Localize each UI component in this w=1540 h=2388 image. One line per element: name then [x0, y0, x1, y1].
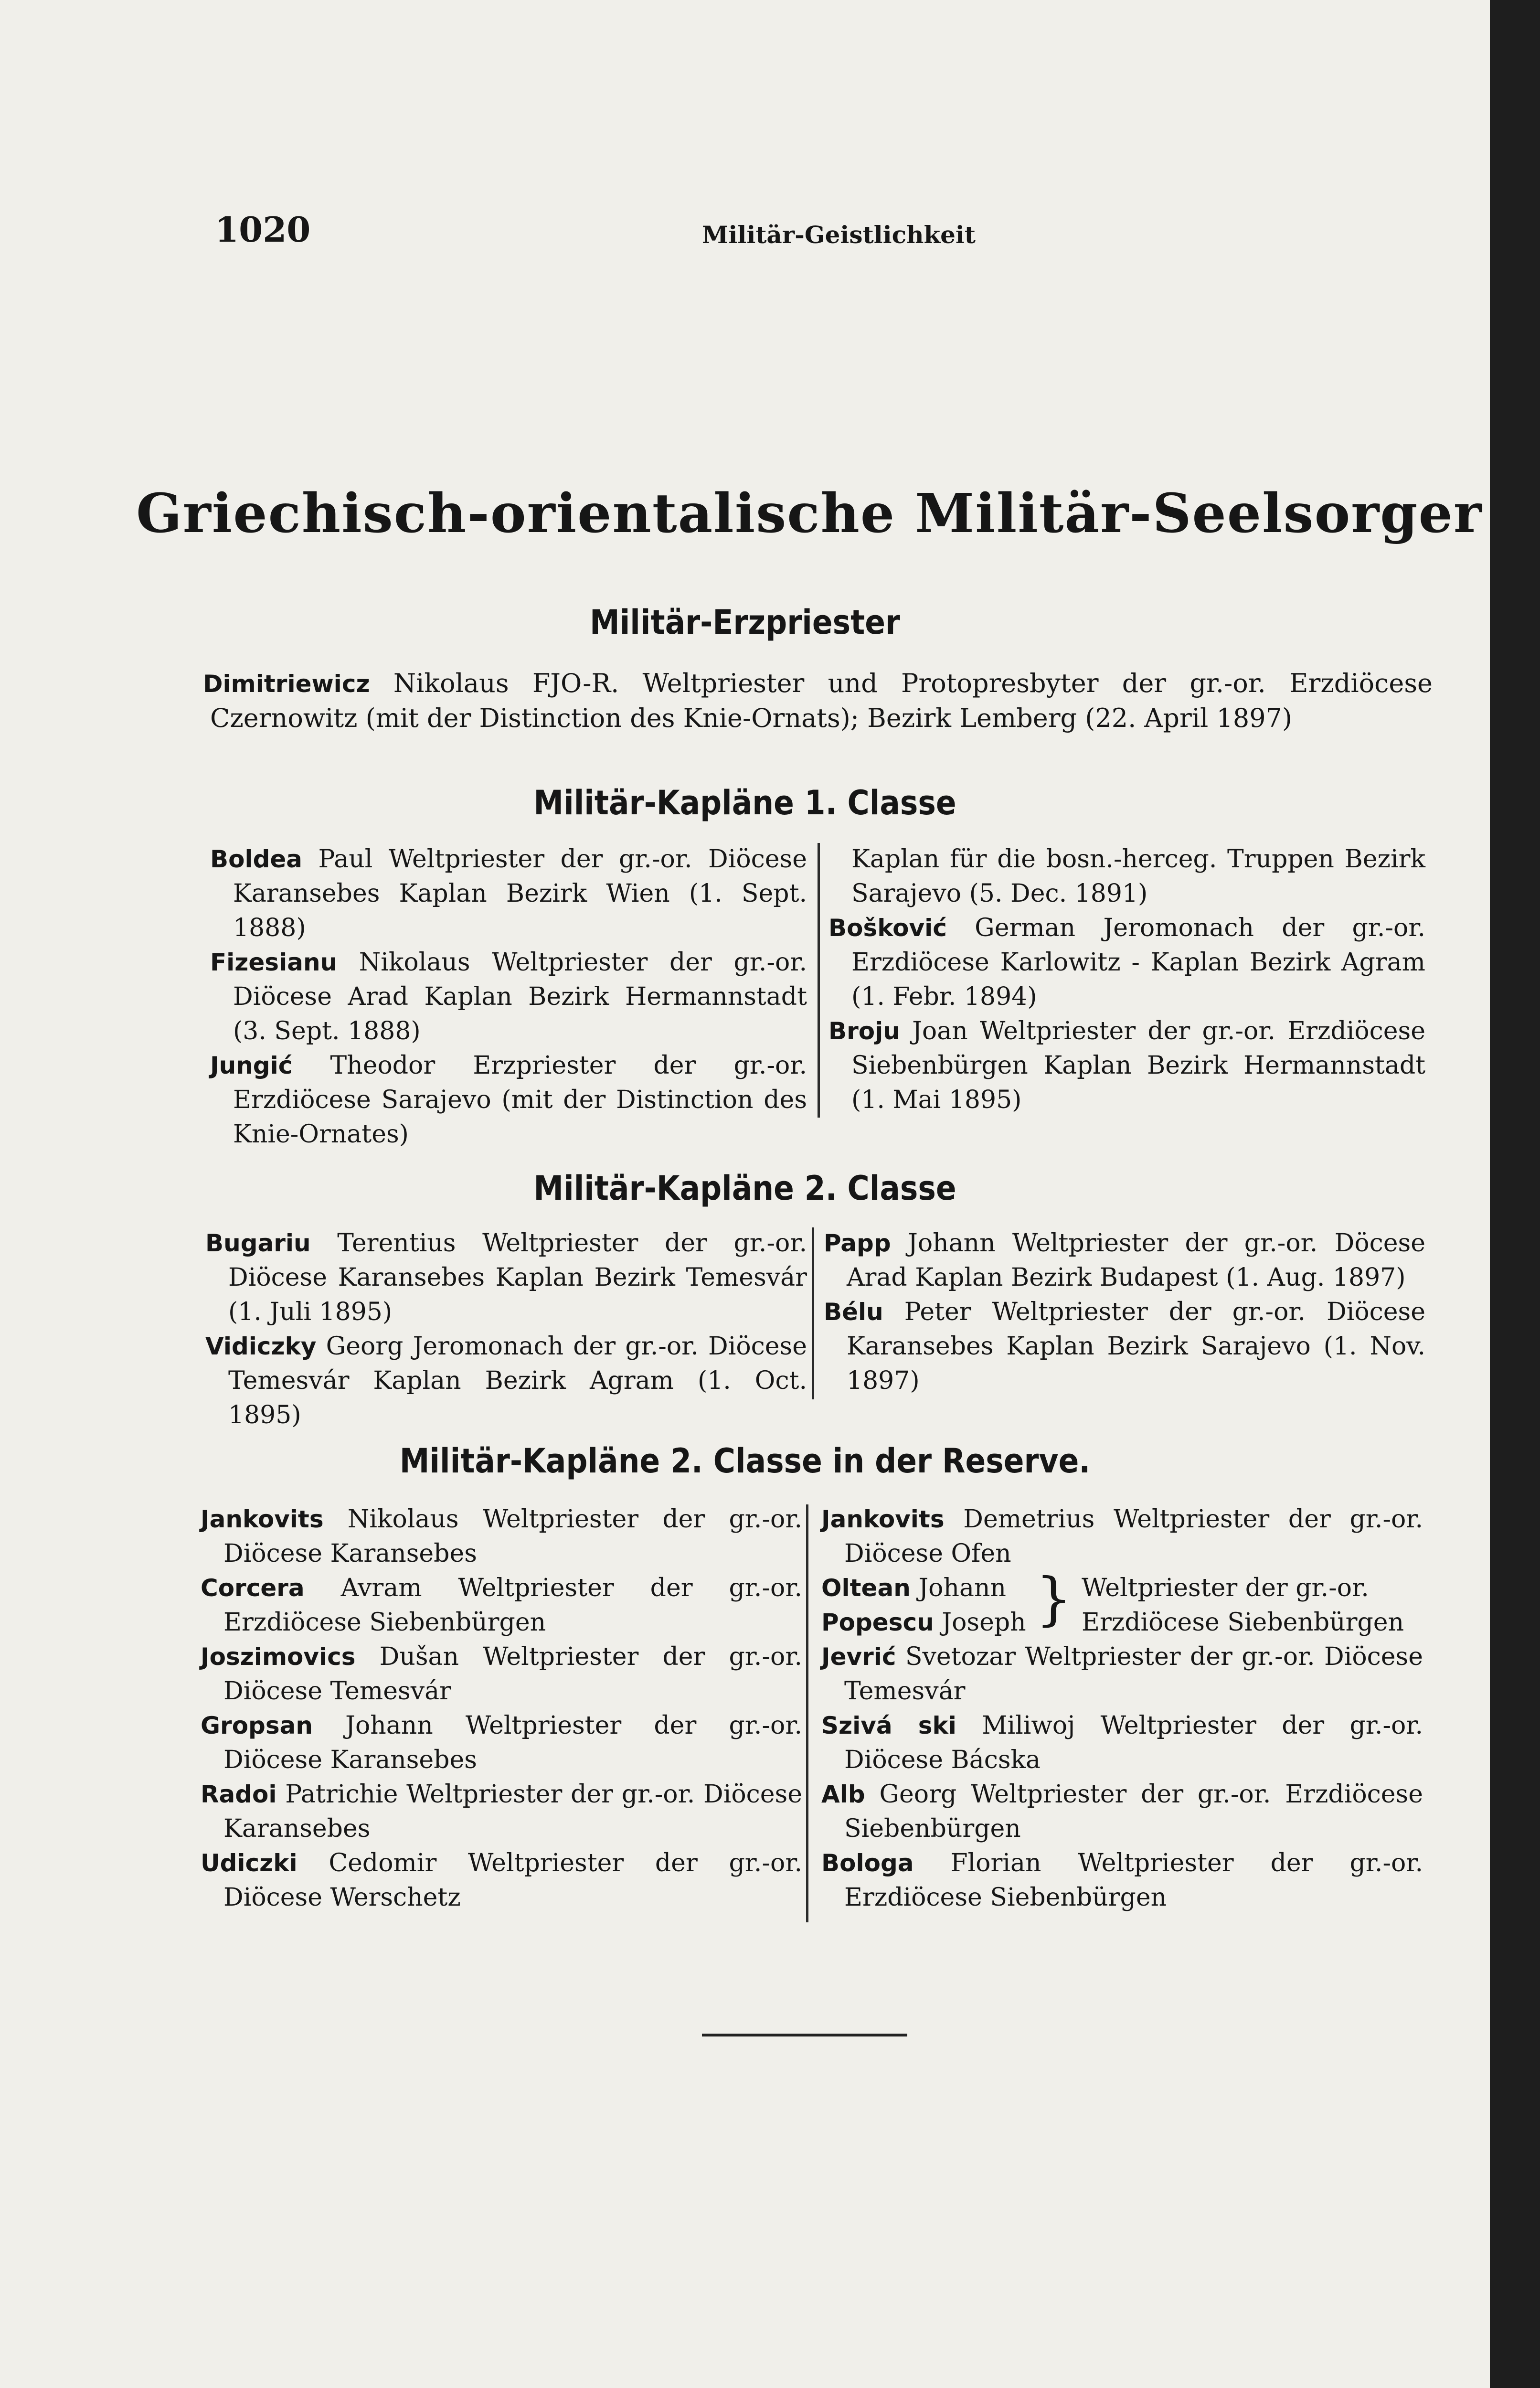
entry-text: Cedomir Weltpriester der gr.-or. Diöcese Werschetz	[223, 1849, 802, 1912]
entry-name: Jungić	[210, 1052, 293, 1079]
entry-name: Jankovits	[201, 1505, 324, 1533]
entry-name: Gropsan	[201, 1712, 313, 1739]
entry-name: Fizesianu	[210, 949, 338, 976]
bracket-names	[821, 1571, 1026, 1640]
entry-name: Bologa	[821, 1849, 914, 1877]
kaplaene-1-left-column	[210, 842, 807, 1151]
column-divider	[818, 843, 820, 1118]
bracketed-entry	[821, 1566, 1423, 1640]
entry-text: Avram Weltpriester der gr.-or. Erzdiöcese Siebenbürgen	[223, 1574, 803, 1637]
list-item	[201, 1846, 802, 1915]
page-number: 1020	[215, 209, 311, 250]
entry-name: Vidiczky	[205, 1333, 317, 1360]
entry-name: Joszimovics	[201, 1643, 356, 1671]
list-item	[210, 945, 807, 1048]
running-title: Militär-Geistlichkeit	[702, 221, 976, 249]
continued-entry-text: Kaplan für die bosn.-herceg. Truppen Bezirk Sarajevo (5. Dec. 1891)	[851, 845, 1425, 908]
list-item	[821, 1846, 1423, 1915]
list-item	[824, 1295, 1425, 1398]
list-item	[201, 1502, 803, 1571]
entry-text: Weltpriester der gr.-or. Erzdiöcese Siebenbürgen	[1081, 1574, 1404, 1637]
entry-text: Joan Weltpriester der gr.-or. Erzdiöcese Siebenbürgen Kaplan Bezirk Hermannstadt (1. Mai 1895)	[851, 1017, 1425, 1114]
entry-name: Boldea	[210, 845, 303, 873]
entry-name: Radoi	[201, 1780, 277, 1808]
entry-text: Demetrius Weltpriester der gr.-or. Diöcese Ofen	[844, 1505, 1423, 1568]
reserve-left-column	[201, 1502, 802, 1915]
list-item	[821, 1640, 1423, 1708]
entry-text: Nikolaus FJO-R. Weltpriester und Protopresbyter der gr.-or. Erzdiöcese Czernowitz (mit der Distinction des Knie-Ornats); Bezirk Lemberg (22. April 1897)	[210, 668, 1433, 733]
entry-text: Johann Weltpriester der gr.-or. Döcese Arad Kaplan Bezirk Budapest (1. Aug. 1897)	[847, 1229, 1426, 1292]
list-item	[201, 1640, 803, 1708]
list-item	[828, 1014, 1425, 1117]
entry-text: Florian Weltpriester der gr.-or. Erzdiöcese Siebenbürgen	[844, 1849, 1423, 1912]
entry-text: Peter Weltpriester der gr.-or. Diöcese Karansebes Kaplan Bezirk Sarajevo (1. Nov. 1897)	[847, 1298, 1425, 1395]
entry-name: Alb	[821, 1780, 865, 1808]
kaplaene-2-right-column	[824, 1226, 1425, 1398]
entry-name: Papp	[824, 1229, 891, 1257]
heading-reserve: Militär-Kapläne 2. Classe in der Reserve.	[399, 1441, 1091, 1481]
entry-name: Szivá ski	[821, 1712, 956, 1739]
closing-rule	[702, 2034, 907, 2036]
entry-name: Bélu	[824, 1298, 883, 1326]
entry-name: Jevrić	[821, 1643, 896, 1671]
entry-text: Patrichie Weltpriester der gr.-or. Diöcese Karansebes	[223, 1780, 803, 1843]
entry-text: Terentius Weltpriester der gr.-or. Diöcese Karansebes Kaplan Bezirk Temesvár (1. Juli 1895)	[228, 1229, 807, 1326]
entry-name: Popescu	[821, 1609, 934, 1636]
list-item	[201, 1708, 802, 1777]
kaplaene-1-right-column	[828, 842, 1425, 1117]
entry-name: Broju	[828, 1017, 900, 1045]
heading-kaplaene-1: Militär-Kapläne 1. Classe	[533, 783, 956, 822]
curly-bracket: }	[1035, 1566, 1072, 1632]
heading-erzpriester: Militär-Erzpriester	[590, 603, 900, 642]
reserve-right-column	[821, 1502, 1423, 1915]
list-item	[821, 1777, 1423, 1846]
list-item	[821, 1708, 1423, 1777]
entry-name: Dimitriewicz	[203, 670, 370, 698]
column-divider	[806, 1504, 808, 1922]
entry-text: Nikolaus Weltpriester der gr.-or. Diöcese Karansebes	[223, 1505, 803, 1568]
given-name: Joseph	[942, 1608, 1026, 1637]
given-name: Johann	[918, 1574, 1006, 1602]
entry-name: Oltean	[821, 1574, 911, 1602]
entry-text: German Jeromonach der gr.-or. Erzdiöcese Karlowitz - Kaplan Bezirk Agram (1. Febr. 1894)	[851, 914, 1425, 1011]
list-item	[828, 911, 1425, 1014]
kaplaene-2-left-column	[205, 1226, 807, 1432]
list-item	[205, 1329, 807, 1432]
entry-text: Svetozar Weltpriester der gr.-or. Diöcese Temesvár	[844, 1642, 1423, 1706]
entry-name: Corcera	[201, 1574, 305, 1602]
entry-name: Jankovits	[821, 1505, 945, 1533]
entry-name: Bošković	[828, 914, 947, 942]
list-item	[201, 1571, 803, 1640]
entry-text: Dušan Weltpriester der gr.-or. Diöcese Temesvár	[223, 1642, 803, 1706]
list-item	[210, 842, 807, 945]
list-item	[824, 1226, 1426, 1295]
entry-text: Johann Weltpriester der gr.-or. Diöcese Karansebes	[223, 1711, 802, 1774]
entry-text: Miliwoj Weltpriester der gr.-or. Diöcese Bácska	[844, 1711, 1423, 1774]
list-item	[210, 1048, 807, 1151]
entry-text: Georg Jeromonach der gr.-or. Diöcese Temesvár Kaplan Bezirk Agram (1. Oct. 1895)	[228, 1332, 807, 1429]
entry-text: Georg Weltpriester der gr.-or. Erzdiöcese Siebenbürgen	[844, 1780, 1423, 1843]
entry-text: Paul Weltpriester der gr.-or. Diöcese Karansebes Kaplan Bezirk Wien (1. Sept. 1888)	[233, 845, 807, 942]
list-item	[201, 1777, 803, 1846]
entry-text: Theodor Erzpriester der gr.-or. Erzdiöcese Sarajevo (mit der Distinction des Knie-Ornates)	[233, 1051, 807, 1149]
list-item	[821, 1502, 1423, 1571]
column-divider	[812, 1227, 814, 1399]
entry-dimitriewicz	[203, 666, 1433, 736]
list-item	[205, 1226, 807, 1329]
main-title: Griechisch-orientalische Militär-Seelsorger	[136, 482, 1483, 545]
heading-kaplaene-2: Militär-Kapläne 2. Classe	[533, 1169, 956, 1208]
entry-text: Nikolaus Weltpriester der gr.-or. Diöcese Arad Kaplan Bezirk Hermannstadt (3. Sept. 1888)	[233, 948, 807, 1045]
entry-name: Udiczki	[201, 1849, 297, 1877]
entry-name: Bugariu	[205, 1229, 311, 1257]
